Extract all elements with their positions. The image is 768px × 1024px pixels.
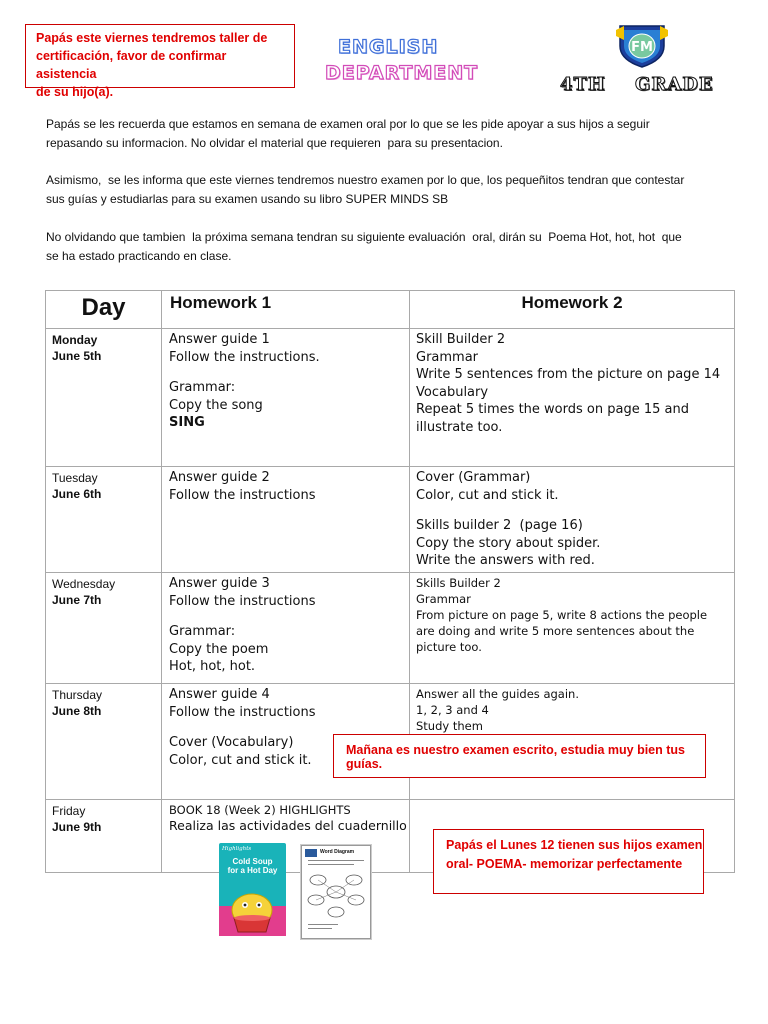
homework-table	[45, 290, 735, 873]
hw-line: Answer guide 4	[169, 687, 270, 702]
day-date: June 8th	[52, 704, 102, 718]
homework-2-cell	[410, 467, 735, 573]
day-name: Friday	[52, 804, 86, 818]
hw-line	[169, 366, 409, 379]
notice-line: certificación, favor de confirmar asistencia	[36, 49, 230, 81]
hw-line: Grammar	[416, 349, 479, 365]
paragraph-line: Asimismo, se les informa que este viernes tendremos nuestro examen por lo que, los pequeñitos tendran que contestar	[46, 173, 685, 187]
hw-line: Follow the instructions	[169, 593, 316, 609]
school-shield-logo	[614, 22, 670, 68]
book-brand: Highlights	[222, 846, 252, 852]
paragraph-line: repasando su informacion. No olvidar el material que requieren para su presentacion.	[46, 136, 503, 150]
homework-2-cell	[410, 573, 735, 684]
hw-line	[416, 504, 728, 517]
header-day: Day	[46, 291, 162, 329]
table-row-monday	[46, 329, 735, 467]
poem-paragraph	[46, 228, 736, 266]
hw-line: Repeat 5 times the words on page 15 and illustrate too.	[416, 402, 694, 435]
hw-line: Answer all the guides again.	[416, 687, 579, 701]
day-date: June 5th	[52, 349, 102, 363]
written-exam-notice: Mañana es nuestro examen escrito, estudia muy bien tus guías.	[333, 734, 706, 778]
book-title-line: for a Hot Day	[227, 866, 278, 875]
hw-line: Answer guide 1	[169, 332, 270, 347]
notice-line: Papás este viernes tendremos taller de	[36, 31, 268, 45]
worksheet-title: Word Diagram	[320, 849, 355, 855]
day-cell	[46, 467, 162, 573]
grade-title: 4TH GRADE	[560, 74, 714, 95]
worksheet-badge	[305, 849, 317, 857]
book-title	[219, 857, 286, 875]
hw-line: Cover (Vocabulary)	[169, 735, 294, 750]
hw-line: Vocabulary	[416, 384, 489, 400]
exam-friday-paragraph	[46, 171, 736, 209]
hw-line: Grammar:	[169, 624, 236, 639]
department-title: DEPARTMENT	[325, 62, 479, 84]
day-cell	[46, 329, 162, 467]
hw-line: Copy the song	[169, 397, 263, 413]
hw-line: From picture on page 5, write 8 actions the people are doing and write 5 more sentences about the picture too.	[416, 608, 711, 654]
logo-text: FM	[631, 40, 653, 55]
hw-line: Follow the instructions	[169, 704, 316, 720]
day-cell	[46, 573, 162, 684]
day-cell	[46, 800, 162, 873]
hw-line	[169, 610, 409, 623]
oral-exam-paragraph	[46, 115, 736, 153]
day-name: Thursday	[52, 688, 103, 702]
certification-notice	[25, 24, 295, 99]
hw-line: BOOK 18 (Week 2) HIGHLIGHTS	[169, 803, 351, 817]
paragraph-line: sus guías y estudiarlas para su examen usando su libro SUPER MINDS SB	[46, 192, 449, 206]
homework-1-cell	[162, 573, 410, 684]
hw-line: Skills builder 2 (page 16)	[416, 518, 583, 533]
hw-line: Cover (Grammar)	[416, 470, 531, 485]
day-date: June 9th	[52, 820, 102, 834]
hw-line: Follow the instructions	[169, 487, 316, 503]
hw-line: Write 5 sentences from the picture on page 14	[416, 367, 721, 382]
hw-line: Skills Builder 2	[416, 576, 501, 590]
hw-line: Follow the instructions.	[169, 349, 320, 365]
paragraph-line: se ha estado practicando en clase.	[46, 249, 232, 263]
oral-poem-notice	[433, 829, 704, 894]
homework-1-cell	[162, 329, 410, 467]
hw-line: Grammar	[416, 592, 471, 606]
paragraph-line: No olvidando que tambien la próxima semana tendran su siguiente evaluación oral, dirán su Poema Hot, hot, hot que	[46, 230, 682, 244]
hw-line: Hot, hot, hot.	[169, 659, 256, 674]
hw-line: Grammar:	[169, 380, 236, 395]
word-diagram-icon	[302, 858, 370, 936]
paragraph-line: Papás se les recuerda que estamos en semana de examen oral por lo que se les pide apoyar a sus hijos a seguir	[46, 117, 650, 131]
english-title: ENGLISH	[338, 36, 439, 58]
day-cell	[46, 684, 162, 800]
soup-pot-illustration-icon	[226, 888, 278, 934]
header-homework-2: Homework 2	[410, 291, 735, 329]
day-name: Wednesday	[52, 577, 116, 591]
hw-line: Answer guide 3	[169, 576, 270, 591]
hw-line: Color, cut and stick it.	[169, 752, 312, 768]
table-row-wednesday	[46, 573, 735, 684]
hw-line: Copy the poem	[169, 641, 269, 657]
homework-2-cell	[410, 329, 735, 467]
hw-line: Copy the story about spider.	[416, 535, 601, 551]
day-name: Monday	[52, 333, 98, 347]
table-row-tuesday	[46, 467, 735, 573]
day-date: June 7th	[52, 593, 102, 607]
hw-line: Color, cut and stick it.	[416, 487, 559, 503]
day-name: Tuesday	[52, 471, 98, 485]
word-diagram-worksheet	[301, 845, 371, 939]
notice-line: Papás el Lunes 12 tienen sus hijos examen	[446, 838, 703, 852]
table-header-row	[46, 291, 735, 329]
hw-line: Realiza las actividades del cuadernillo	[169, 818, 407, 833]
hw-line: Study them	[416, 719, 483, 733]
notice-line: de su hijo(a).	[36, 85, 114, 99]
homework-1-cell	[162, 467, 410, 573]
hw-line: 1, 2, 3 and 4	[416, 703, 489, 717]
hw-line: Skill Builder 2	[416, 332, 506, 347]
hw-line: Answer guide 2	[169, 470, 270, 485]
hw-line	[169, 721, 409, 734]
notice-line: oral- POEMA- memorizar perfectamente	[446, 857, 683, 871]
book-title-line: Cold Soup	[232, 857, 273, 866]
hw-line: Write the answers with red.	[416, 553, 595, 568]
day-date: June 6th	[52, 487, 102, 501]
header-homework-1: Homework 1	[162, 291, 410, 329]
hw-line: SING	[169, 415, 205, 430]
